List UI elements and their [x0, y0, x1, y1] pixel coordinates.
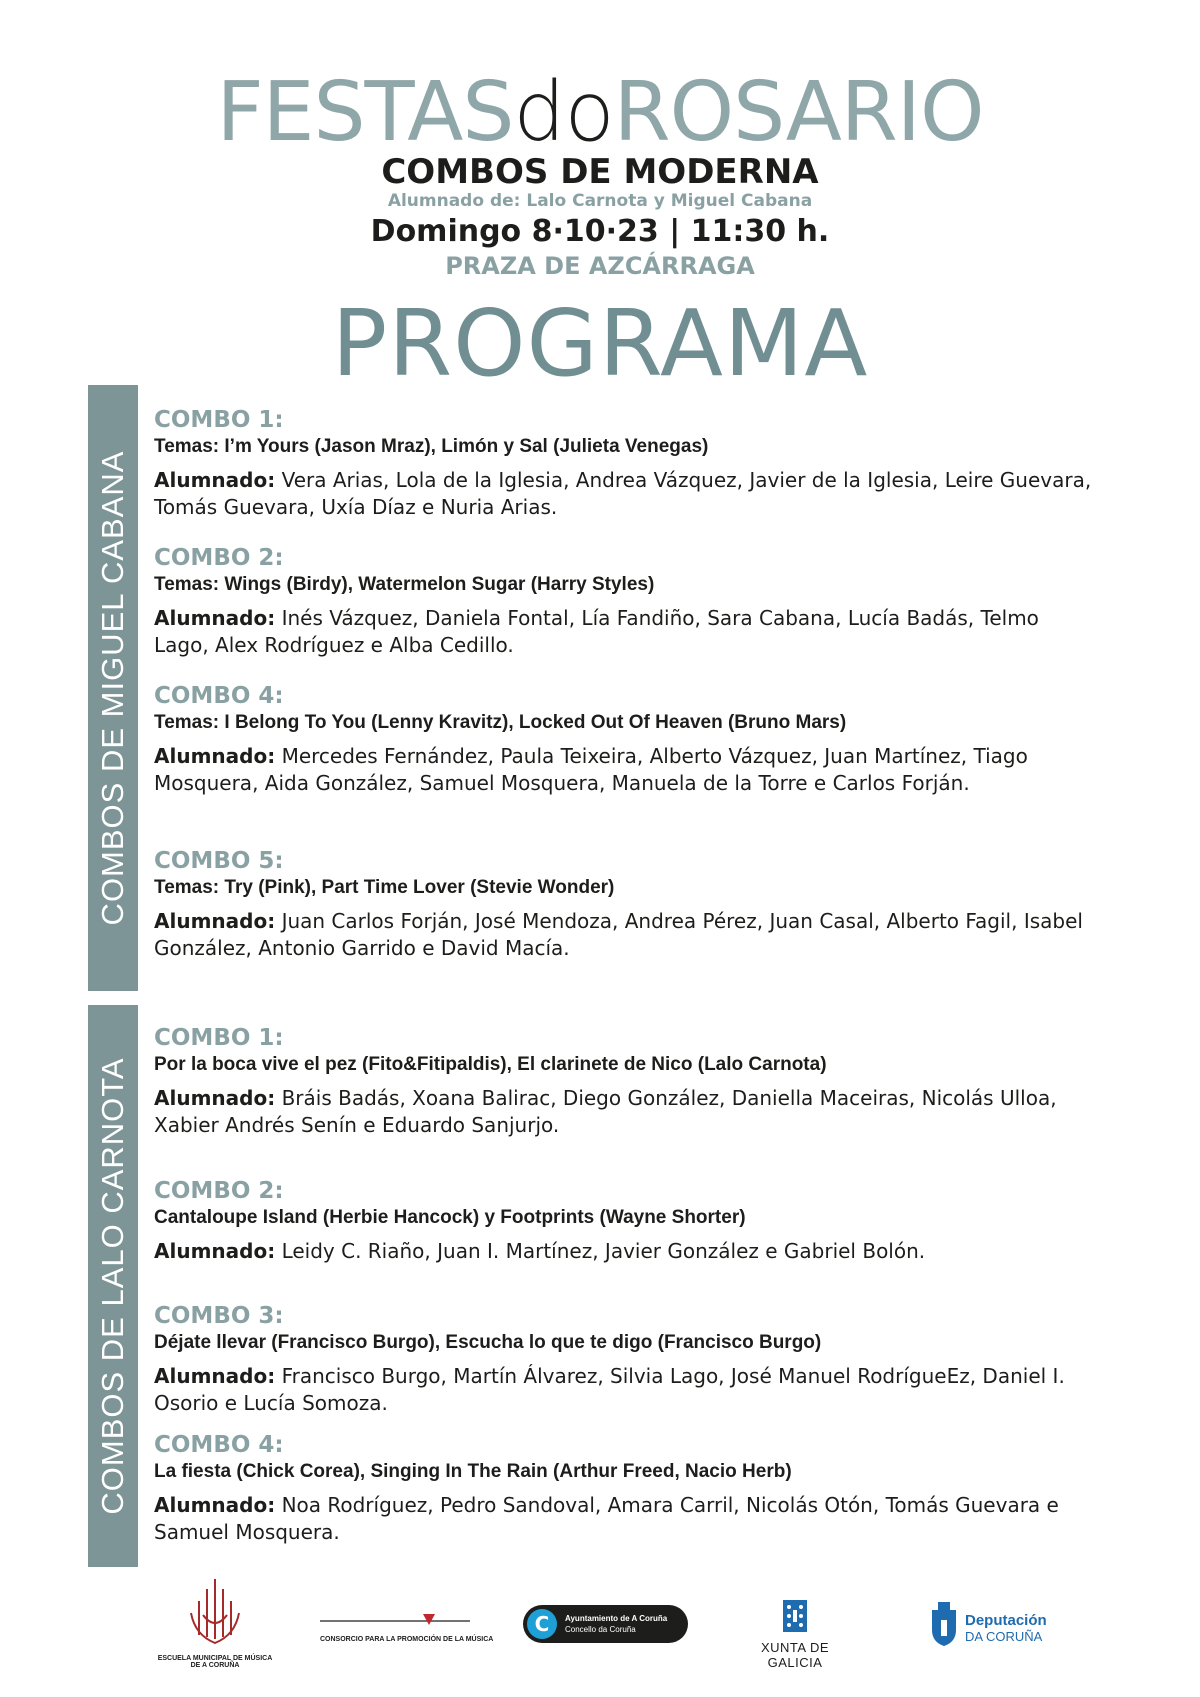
title-rosario: ROSARIO [613, 65, 984, 160]
title-do: do [513, 65, 614, 160]
combo-title: COMBO 2: [154, 1178, 284, 1204]
students-label: Alumnado: [154, 1364, 276, 1388]
students-label: Alumnado: [154, 909, 276, 933]
section-label: COMBOS DE LALO CARNOTA [95, 1057, 130, 1515]
students-text: Inés Vázquez, Daniela Fontal, Lía Fandiño, Sara Cabana, Lucía Badás, Telmo Lago, Alex Rodríguez e Alba Cedillo. [154, 606, 1039, 657]
songs-label: Temas: [154, 712, 220, 733]
combo-songs [154, 433, 1094, 461]
songs-text: I Belong To You (Lenny Kravitz), Locked Out Of Heaven (Bruno Mars) [224, 712, 847, 733]
ayuntamiento-line1: Ayuntamiento de A Coruña [565, 1614, 668, 1623]
students-label: Alumnado: [154, 744, 276, 768]
event-date: Domingo 8·10·23 | 11:30 h. [370, 214, 830, 249]
students-label: Alumnado: [154, 468, 276, 492]
deputacion-line1: Deputación [965, 1612, 1047, 1629]
combo-students [154, 467, 1094, 521]
combo-songs [154, 874, 1094, 902]
section-bar-lalo-carnota [88, 1005, 138, 1567]
students-of: Alumnado de: Lalo Carnota y Miguel Cabana [387, 191, 813, 211]
combo-title: COMBO 1: [154, 407, 284, 433]
combo-block [154, 848, 1094, 962]
students-text: Noa Rodríguez, Pedro Sandoval, Amara Carril, Nicolás Otón, Tomás Guevara e Samuel Mosquera. [154, 1493, 1059, 1544]
songs-text: Wings (Birdy), Watermelon Sugar (Harry Styles) [224, 574, 655, 595]
school-name-line2: DE A CORUÑA [190, 1662, 240, 1669]
hands-icon [155, 1575, 275, 1651]
combo-students [154, 743, 1094, 797]
xunta-logo [745, 1598, 845, 1670]
combo-students [154, 1085, 1094, 1139]
event-title [0, 65, 1200, 160]
xunta-name: XUNTA DE GALICIA [760, 1640, 830, 1670]
combo-songs: Por la boca vive el pez (Fito&Fitipaldis), El clarinete de Nico (Lalo Carnota) [154, 1054, 827, 1075]
students-text: Mercedes Fernández, Paula Teixeira, Alberto Vázquez, Juan Martínez, Tiago Mosquera, Aida González, Samuel Mosquera, Manuela de la Torre e Carlos Forján. [154, 744, 1028, 795]
section-bar-miguel-cabana [88, 385, 138, 991]
consorcio-name: CONSORCIO PARA LA PROMOCIÓN DE LA MÚSICA [320, 1636, 494, 1643]
ayuntamiento-line2: Concello da Coruña [565, 1625, 636, 1634]
section-label: COMBOS DE MIGUEL CABANA [95, 450, 130, 926]
combo-songs [154, 571, 1094, 599]
combo-block [154, 1303, 1094, 1417]
songs-text: Try (Pink), Part Time Lover (Stevie Wonder) [224, 877, 615, 898]
combo-songs [154, 709, 1094, 737]
combo-title: COMBO 1: [154, 1025, 284, 1051]
combo-title: COMBO 4: [154, 1432, 284, 1458]
songs-label: Temas: [154, 877, 220, 898]
combo-students [154, 605, 1094, 659]
students-label: Alumnado: [154, 1239, 276, 1263]
triangle-icon [320, 1612, 470, 1632]
students-text: Francisco Burgo, Martín Álvarez, Silvia Lago, José Manuel RodrígueEz, Daniel I. Osorio e Lucía Somoza. [154, 1364, 1065, 1415]
combo-block [154, 683, 1094, 797]
combo-block [154, 1178, 1094, 1265]
ayuntamiento-logo [523, 1605, 688, 1643]
xunta-emblem-icon [745, 1598, 845, 1636]
ayuntamiento-c-icon: C [527, 1609, 557, 1639]
combo-songs: Cantaloupe Island (Herbie Hancock) y Footprints (Wayne Shorter) [154, 1207, 746, 1228]
combo-students [154, 1363, 1094, 1417]
combo-block [154, 1432, 1094, 1546]
students-text: Juan Carlos Forján, José Mendoza, Andrea Pérez, Juan Casal, Alberto Fagil, Isabel González, Antonio Garrido e David Macía. [154, 909, 1083, 960]
combo-title: COMBO 5: [154, 848, 284, 874]
combo-students [154, 1238, 1094, 1265]
songs-text: I’m Yours (Jason Mraz), Limón y Sal (Julieta Venegas) [224, 436, 709, 457]
students-text: Bráis Badás, Xoana Balirac, Diego González, Daniella Maceiras, Nicolás Ulloa, Xabier Andrés Senín e Eduardo Sanjurjo. [154, 1086, 1057, 1137]
school-logo [155, 1575, 275, 1675]
students-text: Vera Arias, Lola de la Iglesia, Andrea Vázquez, Javier de la Iglesia, Leire Guevara, Tomás Guevara, Uxía Díaz e Nuria Arias. [154, 468, 1092, 519]
combo-songs: La fiesta (Chick Corea), Singing In The Rain (Arthur Freed, Nacio Herb) [154, 1461, 792, 1482]
combo-title: COMBO 4: [154, 683, 284, 709]
combo-students [154, 1492, 1094, 1546]
combo-block [154, 407, 1094, 521]
combo-title: COMBO 3: [154, 1303, 284, 1329]
school-name-line1: ESCUELA MUNICIPAL DE MÚSICA [157, 1655, 273, 1662]
students-label: Alumnado: [154, 606, 276, 630]
deputacion-line2: DA CORUÑA [965, 1629, 1043, 1644]
event-place: PRAZA DE AZCÁRRAGA [445, 252, 755, 280]
students-text: Leidy C. Riaño, Juan I. Martínez, Javier González e Gabriel Bolón. [281, 1239, 926, 1263]
deputacion-logo [928, 1600, 1048, 1650]
deputacion-shield-icon [928, 1600, 960, 1648]
combo-title: COMBO 2: [154, 545, 284, 571]
consorcio-logo [320, 1612, 494, 1652]
students-label: Alumnado: [154, 1086, 276, 1110]
combo-students [154, 908, 1094, 962]
combo-songs: Déjate llevar (Francisco Burgo), Escucha lo que te digo (Francisco Burgo) [154, 1332, 822, 1353]
students-label: Alumnado: [154, 1493, 276, 1517]
title-festas: FESTAS [216, 65, 514, 160]
songs-label: Temas: [154, 574, 220, 595]
songs-label: Temas: [154, 436, 220, 457]
combo-block [154, 1025, 1094, 1139]
subtitle: COMBOS DE MODERNA [381, 152, 819, 192]
programa-heading: PROGRAMA [331, 290, 869, 397]
combo-block [154, 545, 1094, 659]
